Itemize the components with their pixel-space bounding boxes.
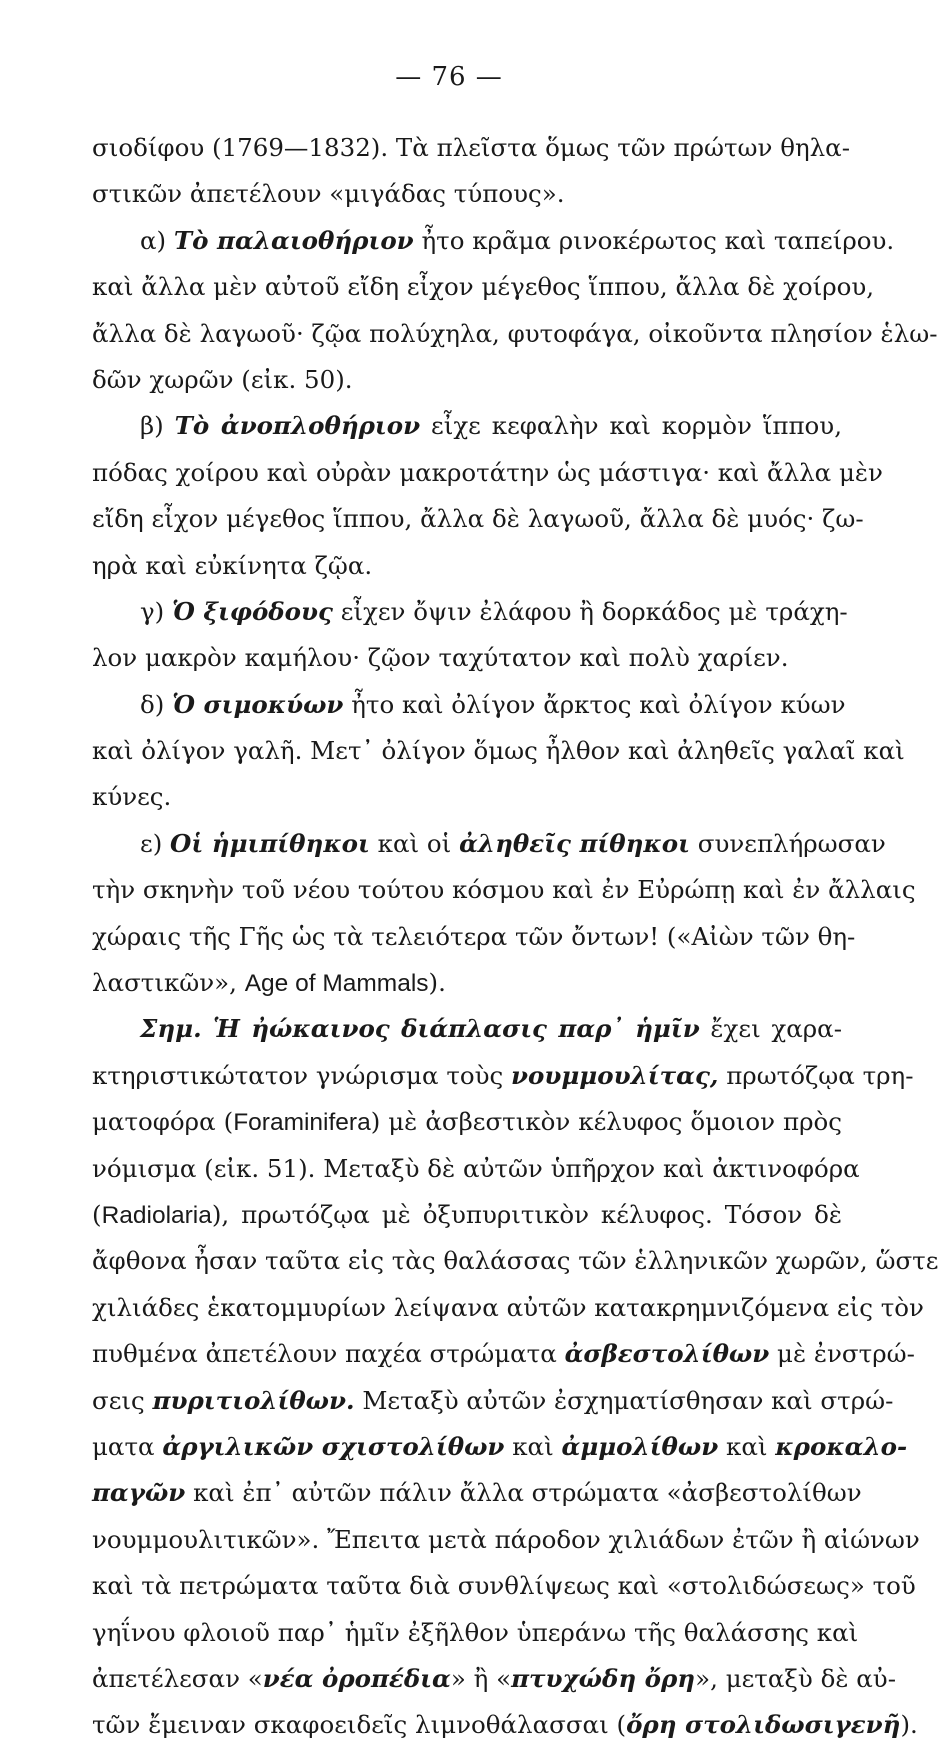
text-segment: Μεταξὺ αὐτῶν ἐσχηματίσθησαν καὶ στρώ- (354, 1385, 894, 1415)
emphasized-term: Σημ. Ἡ ἠώκαινος διάπλασις παρ᾿ ἡμῖν (140, 1014, 700, 1044)
text-segment: εἶχε κεφαλὴν καὶ κορμὸν ἵππου, (420, 411, 842, 441)
text-segment: λον μακρὸν καμήλου· ζῷον ταχύτατον καὶ πολὺ χαρίεν. (92, 643, 789, 673)
text-line (92, 1285, 924, 1331)
text-segment: τὴν σκηνὴν τοῦ νέου τούτου κόσμου καὶ ἐν Εὐρώπῃ καὶ ἐν ἄλλαις (92, 875, 916, 905)
text-line (92, 821, 886, 867)
emphasized-term: Ὁ ξιφόδους (172, 596, 333, 626)
text-line (92, 496, 864, 542)
text-segment: καὶ οἱ (369, 828, 460, 858)
latin-term: Radiolaria (101, 1201, 212, 1229)
text-line (92, 125, 850, 171)
text-segment: ματοφόρα ( (92, 1107, 234, 1137)
text-segment: ) μὲ ἀσβεστικὸν κέλυφος ὅμοιον πρὸς (370, 1107, 842, 1137)
emphasized-term: νουμμουλίτας, (511, 1060, 719, 1090)
text-segment: καὶ τὰ πετρώματα ταῦτα διὰ συνθλίψεως καὶ «στολιδώσεως» τοῦ (92, 1571, 916, 1601)
text-line (92, 1192, 842, 1238)
emphasized-term: Τὸ παλαιοθήριον (173, 225, 414, 255)
text-segment: συνεπλήρωσαν (689, 828, 886, 858)
text-segment: κτηριστικώτατον γνώρισμα τοὺς (92, 1060, 512, 1090)
text-line (92, 171, 842, 217)
text-line (92, 867, 916, 913)
text-segment: πόδας χοίρου καὶ οὐρὰν μακροτάτην ὡς μάστιγα· καὶ ἄλλα μὲν (92, 457, 883, 487)
text-line (92, 1517, 920, 1563)
emphasized-term: ὄρη στολιδωσιγενῆ (626, 1710, 901, 1740)
text-line (92, 728, 905, 774)
text-segment: », μεταξὺ δὲ αὐ- (695, 1663, 896, 1693)
latin-term: Age of Mammals (244, 970, 429, 998)
text-segment: τῶν ἔμειναν σκαφοειδεῖς λιμνοθάλασσαι ( (92, 1710, 627, 1740)
emphasized-term: ἀργιλικῶν σχιστολίθων (162, 1431, 505, 1461)
emphasized-term: Οἱ ἡμιπίθηκοι (170, 828, 370, 858)
text-segment: ), πρωτόζῳα μὲ ὀξυπυριτικὸν κέλυφος. Τόσον δὲ (211, 1199, 842, 1229)
text-line (92, 774, 842, 820)
text-segment: ηρὰ καὶ εὐκίνητα ζῷα. (92, 550, 373, 580)
text-segment: μὲ ἐνστρώ- (769, 1339, 915, 1369)
text-segment: νόμισμα (εἰκ. 51). Μεταξὺ δὲ αὐτῶν ὑπῆρχον καὶ ἀκτινοφόρα (92, 1153, 860, 1183)
text-segment: β) (140, 411, 175, 441)
text-line (92, 218, 895, 264)
text-line (92, 1238, 938, 1284)
text-line (92, 1378, 894, 1424)
text-segment: ἄφθονα ἦσαν ταῦτα εἰς τὰς θαλάσσας τῶν ἑλληνικῶν χωρῶν, ὥστε (92, 1246, 938, 1276)
text-segment: ἦτο κρᾶμα ρινοκέρωτος καὶ ταπείρου. (413, 225, 895, 255)
text-segment: ε) (140, 828, 171, 858)
text-line (92, 635, 842, 681)
text-line (92, 450, 883, 496)
text-segment: κύνες. (92, 782, 172, 812)
text-segment: πρωτόζῳα τρη- (718, 1060, 914, 1090)
text-line (92, 1470, 862, 1516)
text-segment: νουμμουλιτικῶν». Ἔπειτα μετὰ πάροδον χιλιάδων ἐτῶν ἢ αἰώνων (92, 1524, 920, 1554)
text-line (92, 589, 848, 635)
text-segment: καὶ ὀλίγον γαλῆ. Μετ᾿ ὀλίγον ὅμως ἦλθον καὶ ἀληθεῖς γαλαῖ καὶ (92, 736, 905, 766)
text-line (92, 960, 842, 1006)
text-line (92, 264, 875, 310)
text-segment: γ) (140, 596, 172, 626)
text-segment: χώραις τῆς Γῆς ὡς τὰ τελειότερα τῶν ὄντων! («Αἰὼν τῶν θη- (92, 921, 856, 951)
text-segment: ). (900, 1710, 918, 1740)
text-segment: ( (92, 1199, 102, 1229)
body-text (92, 125, 938, 1749)
text-line (92, 1563, 916, 1609)
text-segment: σεις (92, 1385, 153, 1415)
text-segment: ἦτο καὶ ὀλίγον ἄρκτος καὶ ὀλίγον κύων (343, 689, 846, 719)
text-segment: στικῶν ἀπετέλουν «μιγάδας τύπους». (92, 179, 565, 209)
text-line (92, 1053, 914, 1099)
text-segment: ἄλλα δὲ λαγωοῦ· ζῷα πολύχηλα, φυτοφάγα, οἰκοῦντα πλησίον ἑλω- (92, 318, 938, 348)
text-line (92, 1099, 842, 1145)
text-segment: καὶ ἄλλα μὲν αὐτοῦ εἴδη εἶχον μέγεθος ἵππου, ἄλλα δὲ χοίρου, (92, 272, 875, 302)
emphasized-term: παγῶν (92, 1478, 186, 1508)
text-segment: λαστικῶν», (92, 968, 245, 998)
text-line (92, 914, 856, 960)
text-segment: α) (140, 225, 174, 255)
text-segment: ἀπετέλεσαν « (92, 1663, 263, 1693)
emphasized-term: πυριτιολίθων. (152, 1385, 355, 1415)
text-segment: σιοδίφου (1769—1832). Τὰ πλεῖστα ὅμως τῶν πρώτων θηλα- (92, 133, 850, 162)
text-segment: χιλιάδες ἑκατομμυρίων λείψανα αὐτῶν κατακρημνιζόμενα εἰς τὸν (92, 1292, 924, 1322)
text-segment: καὶ ἐπ᾿ αὐτῶν πάλιν ἄλλα στρώματα «ἀσβεστολίθων (185, 1478, 862, 1508)
text-segment: δῶν χωρῶν (εἰκ. 50). (92, 364, 353, 394)
emphasized-term: ἀληθεῖς πίθηκοι (459, 828, 690, 858)
emphasized-term: Ὁ σιμοκύων (172, 689, 344, 719)
text-line (92, 403, 842, 449)
text-line (92, 682, 846, 728)
text-segment: δ) (140, 689, 173, 719)
emphasized-term: ἀμμολίθων (561, 1431, 719, 1461)
text-line (92, 1146, 860, 1192)
text-segment: ἔχει χαρα- (699, 1014, 842, 1044)
emphasized-term: ἀσβεστολίθων (564, 1339, 770, 1369)
text-segment: γηΐνου φλοιοῦ παρ᾿ ἡμῖν ἐξῆλθον ὑπεράνω τῆς θαλάσσης καὶ (92, 1617, 859, 1647)
text-line (92, 543, 842, 589)
emphasized-term: νέα ὀροπέδια (262, 1663, 451, 1693)
emphasized-term: Τὸ ἀνοπλοθήριον (174, 411, 421, 441)
text-line (92, 311, 938, 357)
emphasized-term: κροκαλο- (775, 1431, 908, 1461)
text-segment: » ἢ « (450, 1663, 512, 1693)
text-segment: καὶ (718, 1431, 776, 1461)
text-segment: καὶ (504, 1431, 562, 1461)
text-line (92, 1006, 842, 1052)
text-line (92, 1702, 918, 1748)
text-line (92, 1610, 859, 1656)
emphasized-term: πτυχώδη ὄρη (511, 1663, 696, 1693)
text-segment: ματα (92, 1431, 163, 1461)
page-number: — 76 — (395, 62, 503, 92)
text-line (92, 1331, 915, 1377)
text-segment: εἴδη εἶχον μέγεθος ἵππου, ἄλλα δὲ λαγωοῦ, ἄλλα δὲ μυός· ζω- (92, 504, 864, 534)
text-line (92, 1424, 908, 1470)
text-line (92, 357, 842, 403)
text-segment: ). (428, 968, 446, 998)
text-segment: πυθμένα ἀπετέλουν παχέα στρώματα (92, 1339, 565, 1369)
latin-term: Foraminifera (233, 1109, 371, 1137)
text-segment: εἶχεν ὄψιν ἐλάφου ἢ δορκάδος μὲ τράχη- (332, 596, 848, 626)
text-line (92, 1656, 896, 1702)
